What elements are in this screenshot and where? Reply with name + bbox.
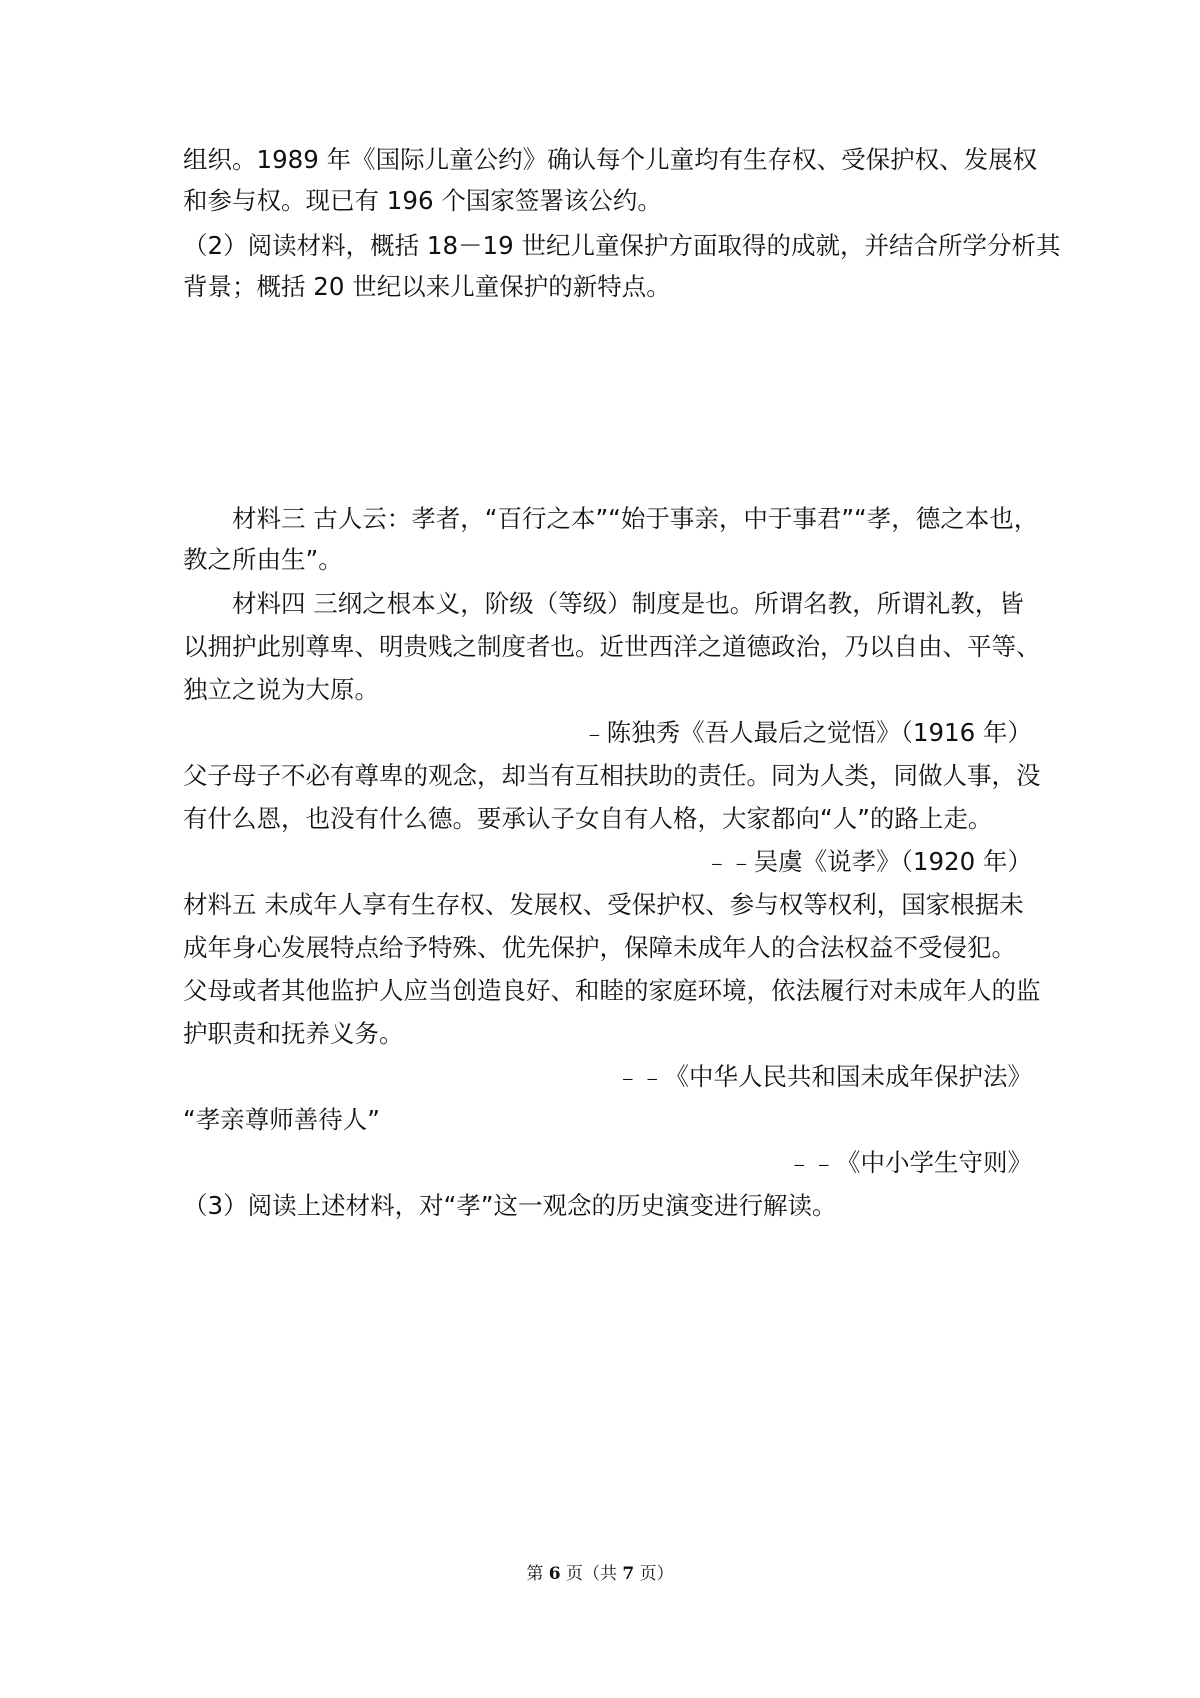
material-4-line-5: 有什么恩，也没有什么德。要承认子女自有人格，大家都向“人”的路上走。 (183, 804, 993, 833)
material-5-line-2: 成年身心发展特点给予特殊、优先保护，保障未成年人的合法权益不受侵犯。 (183, 933, 1016, 962)
material-4-line-4: 父子母子不必有尊卑的观念，却当有互相扶助的责任。同为人类，同做人事，没 (183, 761, 1041, 790)
question-2-line-1: （2）阅读材料，概括 18－19 世纪儿童保护方面取得的成就，并结合所学分析其 (183, 231, 1061, 260)
footer-middle: 页（共 (560, 1564, 623, 1584)
footer-current-page: 6 (548, 1564, 561, 1584)
material-4-line-1: 材料四 三纲之根本义，阶级（等级）制度是也。所谓名教，所谓礼教，皆 (232, 589, 1024, 618)
intro-line-1: 组织。1989 年《国际儿童公约》确认每个儿童均有生存权、受保护权、发展权 (183, 145, 1038, 174)
material-3-line-1: 材料三 古人云：孝者，“百行之本”“始于事亲，中于事君”“孝，德之本也， (232, 504, 1039, 533)
material-5-line-1: 材料五 未成年人享有生存权、发展权、受保护权、参与权等权利，国家根据未 (183, 890, 1024, 919)
material-5-line-5: “孝亲尊师善待人” (183, 1105, 380, 1134)
footer-prefix: 第 (526, 1564, 549, 1584)
intro-line-2: 和参与权。现已有 196 个国家签署该公约。 (183, 186, 662, 215)
material-4-line-3: 独立之说为大原。 (183, 675, 379, 704)
material-4-source-2: ﹣﹣吴虞《说孝》（1920 年） (704, 847, 1032, 876)
question-2-line-2: 背景；概括 20 世纪以来儿童保护的新特点。 (183, 272, 671, 301)
material-3-line-2: 教之所由生”。 (183, 545, 343, 574)
material-5-source-1: ﹣﹣《中华人民共和国未成年保护法》 (615, 1062, 1032, 1091)
material-5-line-3: 父母或者其他监护人应当创造良好、和睦的家庭环境，依法履行对未成年人的监 (183, 976, 1041, 1005)
material-4-source-1: ﹣陈独秀《吾人最后之觉悟》（1916 年） (582, 718, 1032, 747)
page-footer (0, 1562, 1200, 1586)
material-4-line-2: 以拥护此别尊卑、明贵贱之制度者也。近世西洋之道德政治，乃以自由、平等、 (183, 632, 1041, 661)
material-5-line-4: 护职责和抚养义务。 (183, 1019, 404, 1048)
material-5-source-2: ﹣﹣《中小学生守则》 (787, 1148, 1032, 1177)
footer-suffix: 页） (634, 1564, 674, 1584)
question-3-line-1: （3）阅读上述材料，对“孝”这一观念的历史演变进行解读。 (183, 1191, 837, 1220)
footer-total-pages: 7 (622, 1564, 635, 1584)
